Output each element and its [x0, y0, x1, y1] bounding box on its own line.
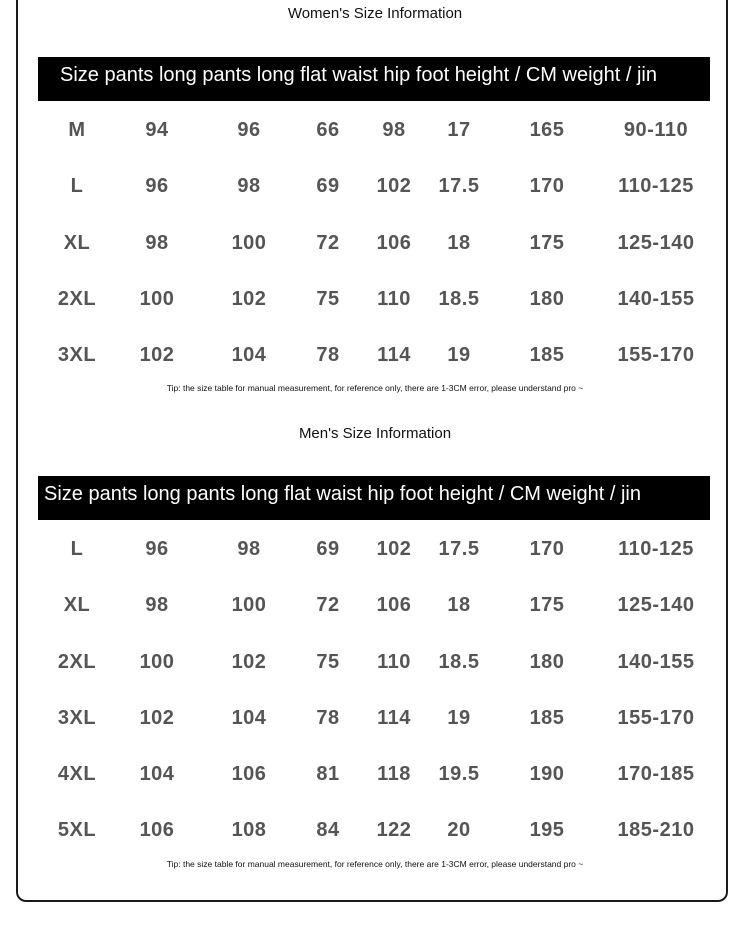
cell-pants-long-2: 98 [237, 538, 261, 560]
mens-table-header: Size pants long pants long flat waist hip foot height / CM weight / jin [38, 476, 710, 520]
cell-waist: 110 [377, 287, 411, 310]
cell-hip-foot: 18 [447, 594, 471, 617]
table-row [0, 594, 750, 650]
cell-height: 185 [529, 344, 565, 367]
cell-waist: 118 [377, 763, 411, 786]
cell-pants-long-1: 98 [145, 594, 169, 617]
cell-waist: 114 [377, 706, 411, 729]
cell-flat: 66 [316, 119, 340, 141]
cell-weight: 140-155 [617, 287, 695, 310]
cell-weight: 155-170 [617, 706, 695, 729]
cell-size: 4XL [57, 763, 97, 786]
cell-flat: 84 [316, 819, 340, 842]
cell-size: XL [63, 231, 91, 254]
cell-hip-foot: 18.5 [438, 650, 480, 673]
cell-height: 180 [529, 287, 565, 310]
cell-flat: 78 [316, 344, 340, 367]
cell-size: 2XL [57, 650, 97, 673]
cell-weight: 155-170 [617, 344, 695, 367]
cell-height: 170 [529, 175, 565, 198]
cell-flat: 69 [316, 538, 340, 560]
cell-flat: 78 [316, 706, 340, 729]
cell-pants-long-2: 104 [231, 706, 267, 729]
cell-hip-foot: 20 [447, 819, 471, 842]
cell-waist: 102 [376, 538, 412, 560]
cell-flat: 69 [316, 175, 340, 198]
cell-height: 170 [529, 538, 565, 560]
cell-pants-long-1: 100 [139, 650, 175, 673]
cell-hip-foot: 19 [447, 344, 471, 367]
mens-size-title: Men's Size Information [298, 425, 452, 442]
cell-height: 175 [529, 594, 565, 617]
cell-pants-long-2: 100 [231, 231, 267, 254]
cell-pants-long-1: 102 [139, 706, 175, 729]
cell-height: 190 [529, 763, 565, 786]
cell-waist: 102 [376, 175, 412, 198]
cell-flat: 75 [316, 650, 340, 673]
table-row [0, 651, 750, 707]
cell-weight: 170-185 [617, 763, 695, 786]
cell-hip-foot: 18 [447, 231, 471, 254]
cell-weight: 125-140 [617, 231, 695, 254]
cell-size: L [70, 175, 84, 198]
cell-pants-long-1: 104 [139, 763, 175, 786]
womens-size-table [0, 119, 750, 400]
cell-weight: 90-110 [623, 119, 689, 141]
cell-flat: 72 [316, 231, 340, 254]
cell-height: 175 [529, 231, 565, 254]
cell-pants-long-2: 106 [231, 763, 267, 786]
cell-waist: 114 [377, 344, 411, 367]
cell-height: 165 [529, 119, 565, 141]
cell-pants-long-2: 96 [237, 119, 261, 141]
mens-size-tip: Tip: the size table for manual measurement, for reference only, there are 1-3CM error, please understand pro ~ [166, 859, 584, 869]
cell-pants-long-1: 102 [139, 344, 175, 367]
cell-hip-foot: 19.5 [438, 763, 480, 786]
cell-hip-foot: 18.5 [438, 287, 480, 310]
cell-pants-long-1: 96 [145, 538, 169, 560]
cell-size: 5XL [57, 819, 97, 842]
cell-weight: 125-140 [617, 594, 695, 617]
table-row [0, 538, 750, 594]
cell-size: 2XL [57, 287, 97, 310]
cell-flat: 72 [316, 594, 340, 617]
cell-size: L [70, 538, 84, 560]
cell-size: 3XL [57, 344, 97, 367]
table-row [0, 763, 750, 819]
cell-size: 3XL [57, 706, 97, 729]
cell-waist: 106 [376, 231, 412, 254]
cell-hip-foot: 17 [447, 119, 471, 141]
cell-pants-long-2: 102 [231, 287, 267, 310]
cell-pants-long-1: 106 [139, 819, 175, 842]
cell-waist: 110 [377, 650, 411, 673]
cell-waist: 106 [376, 594, 412, 617]
cell-pants-long-1: 98 [145, 231, 169, 254]
cell-pants-long-2: 104 [231, 344, 267, 367]
cell-waist: 98 [382, 119, 406, 141]
cell-hip-foot: 19 [447, 706, 471, 729]
cell-hip-foot: 17.5 [438, 538, 480, 560]
cell-size: XL [63, 594, 91, 617]
cell-pants-long-2: 102 [231, 650, 267, 673]
cell-size: M [68, 119, 86, 141]
cell-height: 180 [529, 650, 565, 673]
cell-pants-long-1: 94 [145, 119, 169, 141]
cell-pants-long-1: 96 [145, 175, 169, 198]
table-row [0, 232, 750, 288]
cell-pants-long-2: 100 [231, 594, 267, 617]
cell-weight: 140-155 [617, 650, 695, 673]
womens-size-tip: Tip: the size table for manual measurement, for reference only, there are 1-3CM error, please understand pro ~ [166, 383, 584, 393]
cell-height: 185 [529, 706, 565, 729]
cell-flat: 75 [316, 287, 340, 310]
cell-weight: 110-125 [618, 538, 694, 560]
womens-size-title: Women's Size Information [287, 5, 463, 22]
cell-height: 195 [529, 819, 565, 842]
mens-size-table [0, 538, 750, 876]
table-row [0, 288, 750, 344]
cell-pants-long-2: 98 [237, 175, 261, 198]
cell-flat: 81 [316, 763, 340, 786]
cell-pants-long-1: 100 [139, 287, 175, 310]
cell-weight: 110-125 [618, 175, 694, 198]
table-row [0, 119, 750, 175]
womens-table-header: Size pants long pants long flat waist hip foot height / CM weight / jin [38, 57, 710, 101]
table-row [0, 175, 750, 231]
table-row [0, 707, 750, 763]
cell-weight: 185-210 [617, 819, 695, 842]
cell-waist: 122 [376, 819, 412, 842]
cell-hip-foot: 17.5 [438, 175, 480, 198]
cell-pants-long-2: 108 [231, 819, 267, 842]
